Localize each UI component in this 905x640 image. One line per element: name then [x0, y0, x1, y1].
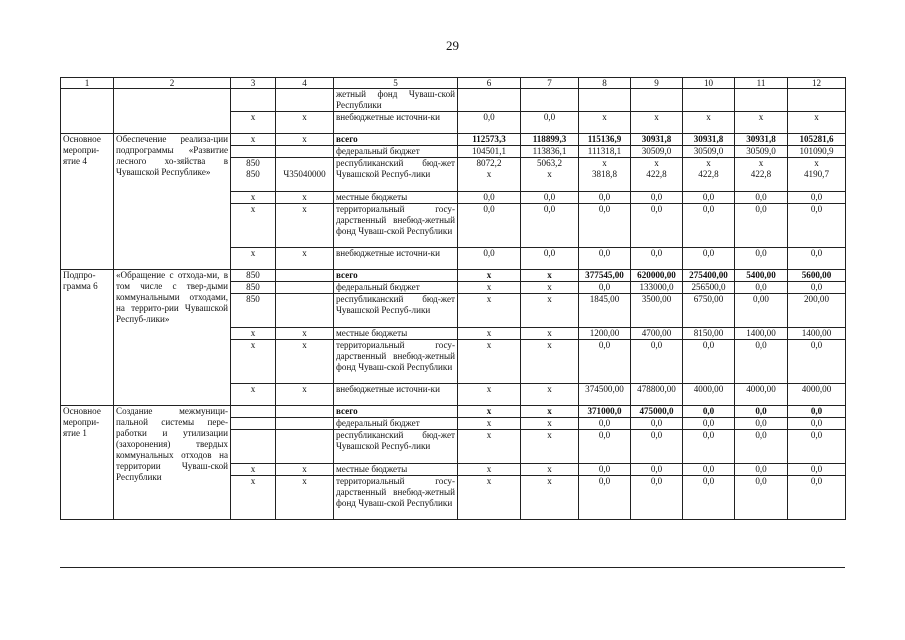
value-cell: 133000,0	[631, 282, 683, 294]
value-cell: 0,0	[521, 192, 579, 204]
value-cell: 101090,9	[788, 146, 846, 158]
code-cell: х	[231, 192, 276, 204]
header-cell: 1	[61, 78, 114, 89]
value-cell	[788, 89, 846, 112]
value-cell: 0,0	[458, 112, 521, 134]
code-cell: х	[231, 134, 276, 146]
value-cell: 0,0	[631, 340, 683, 384]
classifier-cell	[276, 146, 334, 158]
value-cell: х	[458, 430, 521, 464]
value-cell: 30931,8	[631, 134, 683, 146]
value-cell: 30931,8	[735, 134, 788, 146]
value-cell: 4000,00	[788, 384, 846, 406]
row-description-cell: Создание межмуници-пальной системы пере-работки и утилизации (захоронения) твердых коммунальных отходов на территории Чуваш-ской Республики	[114, 406, 231, 520]
value-cell: 371000,0	[579, 406, 631, 418]
value-cell: 0,0	[683, 418, 735, 430]
value-cell: 0,0	[458, 204, 521, 248]
code-cell: х	[231, 248, 276, 270]
value-cell: 0,0	[521, 204, 579, 248]
value-cell: х	[521, 384, 579, 406]
value-cell: 0,0	[521, 112, 579, 134]
funding-source-cell: внебюджетные источни-ки	[334, 384, 458, 406]
value-cell: 1400,00	[735, 328, 788, 340]
header-cell: 9	[631, 78, 683, 89]
value-cell: 0,0	[735, 464, 788, 476]
value-cell: х	[521, 430, 579, 464]
funding-source-cell: территориальный госу-дарственный внебюд-жетный фонд Чуваш-ской Республики	[334, 476, 458, 520]
value-cell: 30509,0	[735, 146, 788, 158]
value-cell: 0,0	[735, 282, 788, 294]
value-cell: 0,0	[788, 406, 846, 418]
funding-source-cell: всего	[334, 134, 458, 146]
page-number: 29	[446, 38, 459, 53]
value-cell: 4000,00	[683, 384, 735, 406]
value-cell: х	[458, 340, 521, 384]
code-cell: 850	[231, 294, 276, 328]
value-cell: 0,0	[683, 430, 735, 464]
header-cell: 7	[521, 78, 579, 89]
value-cell	[458, 89, 521, 112]
value-cell: 8072,2 х	[458, 158, 521, 192]
value-cell: 0,0	[579, 476, 631, 520]
value-cell: 4000,00	[735, 384, 788, 406]
code-cell	[231, 406, 276, 418]
funding-source-cell: федеральный бюджет	[334, 282, 458, 294]
funding-source-cell: местные бюджеты	[334, 328, 458, 340]
page-bottom-rule	[60, 567, 845, 568]
header-cell: 4	[276, 78, 334, 89]
classifier-cell	[276, 406, 334, 418]
value-cell: 4700,00	[631, 328, 683, 340]
value-cell: 620000,00	[631, 270, 683, 282]
value-cell: 0,0	[788, 204, 846, 248]
value-cell: х	[631, 112, 683, 134]
code-cell	[231, 418, 276, 430]
value-cell: 1845,00	[579, 294, 631, 328]
value-cell: 0,0	[735, 248, 788, 270]
value-cell: 0,0	[579, 418, 631, 430]
value-cell: 0,0	[735, 430, 788, 464]
value-cell: х	[458, 384, 521, 406]
classifier-cell: х	[276, 340, 334, 384]
classifier-cell: х	[276, 134, 334, 146]
value-cell: 0,0	[788, 418, 846, 430]
value-cell: 3500,00	[631, 294, 683, 328]
classifier-cell	[276, 270, 334, 282]
value-cell: х	[458, 406, 521, 418]
value-cell: х	[458, 282, 521, 294]
value-cell: 1200,00	[579, 328, 631, 340]
table-row	[61, 134, 846, 146]
value-cell	[735, 89, 788, 112]
value-cell: 200,00	[788, 294, 846, 328]
funding-source-cell: республиканский бюд-жет Чувашской Респуб-лики	[334, 430, 458, 464]
budget-table	[60, 77, 846, 520]
funding-source-cell: местные бюджеты	[334, 192, 458, 204]
value-cell: 30509,0	[683, 146, 735, 158]
header-cell: 3	[231, 78, 276, 89]
table-row	[61, 270, 846, 282]
row-label-cell	[61, 89, 114, 134]
value-cell: х	[579, 112, 631, 134]
value-cell: 0,0	[735, 340, 788, 384]
value-cell: х	[521, 270, 579, 282]
value-cell: 118899,3	[521, 134, 579, 146]
value-cell: х	[458, 328, 521, 340]
classifier-cell: х	[276, 328, 334, 340]
value-cell: 377545,00	[579, 270, 631, 282]
value-cell: х	[788, 112, 846, 134]
header-cell: 11	[735, 78, 788, 89]
value-cell: х	[458, 270, 521, 282]
value-cell: 5400,00	[735, 270, 788, 282]
row-description-cell: «Обращение с отхода-ми, в том числе с твер-дыми коммунальными отходами, на террито-рии Чувашской Респуб-лики»	[114, 270, 231, 406]
value-cell: 0,0	[631, 430, 683, 464]
value-cell: 0,0	[579, 204, 631, 248]
value-cell: 0,0	[788, 282, 846, 294]
header-cell: 5	[334, 78, 458, 89]
code-cell: х	[231, 464, 276, 476]
code-cell: х	[231, 384, 276, 406]
code-cell	[231, 146, 276, 158]
value-cell: 0,0	[579, 430, 631, 464]
classifier-cell	[276, 89, 334, 112]
value-cell: 0,0	[458, 248, 521, 270]
value-cell: 113836,1	[521, 146, 579, 158]
funding-source-cell: федеральный бюджет	[334, 418, 458, 430]
value-cell: 275400,00	[683, 270, 735, 282]
value-cell: 0,0	[683, 476, 735, 520]
value-cell: 111318,1	[579, 146, 631, 158]
value-cell: 0,0	[579, 340, 631, 384]
funding-source-cell: жетный фонд Чуваш-ской Республики	[334, 89, 458, 112]
value-cell: 30931,8	[683, 134, 735, 146]
value-cell: х	[458, 464, 521, 476]
code-cell	[231, 89, 276, 112]
classifier-cell: Ч35040000	[276, 158, 334, 192]
value-cell: 256500,0	[683, 282, 735, 294]
value-cell: 0,0	[458, 192, 521, 204]
header-cell: 2	[114, 78, 231, 89]
value-cell: 1400,00	[788, 328, 846, 340]
value-cell: 0,0	[683, 406, 735, 418]
value-cell: 0,0	[521, 248, 579, 270]
value-cell: 0,0	[788, 430, 846, 464]
classifier-cell: х	[276, 464, 334, 476]
value-cell: 5063,2 х	[521, 158, 579, 192]
code-cell: 850	[231, 282, 276, 294]
value-cell: 0,0	[631, 204, 683, 248]
value-cell	[579, 89, 631, 112]
classifier-cell	[276, 418, 334, 430]
value-cell: х 4190,7	[788, 158, 846, 192]
value-cell: 104501,1	[458, 146, 521, 158]
funding-source-cell: федеральный бюджет	[334, 146, 458, 158]
value-cell: 0,0	[683, 464, 735, 476]
value-cell: 0,0	[631, 464, 683, 476]
value-cell: 475000,0	[631, 406, 683, 418]
classifier-cell	[276, 430, 334, 464]
value-cell: 0,0	[683, 204, 735, 248]
value-cell: х	[735, 112, 788, 134]
value-cell: х 422,8	[683, 158, 735, 192]
value-cell: х 3818,8	[579, 158, 631, 192]
value-cell	[521, 89, 579, 112]
value-cell: 0,00	[735, 294, 788, 328]
row-description-cell	[114, 89, 231, 134]
value-cell: 0,0	[788, 192, 846, 204]
header-cell: 10	[683, 78, 735, 89]
classifier-cell: х	[276, 248, 334, 270]
value-cell: х	[521, 464, 579, 476]
classifier-cell: х	[276, 112, 334, 134]
value-cell: 0,0	[735, 476, 788, 520]
value-cell: х	[458, 418, 521, 430]
code-cell: х	[231, 340, 276, 384]
classifier-cell: х	[276, 476, 334, 520]
value-cell: 0,0	[579, 464, 631, 476]
funding-source-cell: территориальный госу-дарственный внебюд-жетный фонд Чуваш-ской Республики	[334, 204, 458, 248]
funding-source-cell: всего	[334, 406, 458, 418]
value-cell: х	[458, 294, 521, 328]
value-cell	[631, 89, 683, 112]
value-cell: 0,0	[788, 476, 846, 520]
value-cell: 0,0	[631, 192, 683, 204]
funding-source-cell: всего	[334, 270, 458, 282]
classifier-cell: х	[276, 192, 334, 204]
value-cell: 0,0	[683, 248, 735, 270]
value-cell: 0,0	[735, 204, 788, 248]
value-cell: 0,0	[735, 192, 788, 204]
value-cell: х	[458, 476, 521, 520]
value-cell: 0,0	[579, 248, 631, 270]
funding-source-cell: территориальный госу-дарственный внебюд-жетный фонд Чуваш-ской Республики	[334, 340, 458, 384]
funding-source-cell: внебюджетные источни-ки	[334, 248, 458, 270]
funding-source-cell: местные бюджеты	[334, 464, 458, 476]
classifier-cell	[276, 282, 334, 294]
value-cell: 0,0	[683, 340, 735, 384]
value-cell: х	[521, 328, 579, 340]
code-cell: х	[231, 328, 276, 340]
value-cell: 0,0	[788, 464, 846, 476]
value-cell: 8150,00	[683, 328, 735, 340]
value-cell: х	[521, 476, 579, 520]
value-cell: 0,0	[631, 418, 683, 430]
value-cell: 6750,00	[683, 294, 735, 328]
value-cell: 115136,9	[579, 134, 631, 146]
row-description-cell: Обеспечение реализа-ции подпрограммы «Развитие лесного хо-зяйства в Чувашской Республике»	[114, 134, 231, 270]
value-cell	[683, 89, 735, 112]
header-cell: 6	[458, 78, 521, 89]
value-cell: 0,0	[683, 192, 735, 204]
funding-source-cell: внебюджетные источни-ки	[334, 112, 458, 134]
table-row	[61, 89, 846, 112]
classifier-cell	[276, 294, 334, 328]
row-label-cell: Основное меропри-ятие 1	[61, 406, 114, 520]
value-cell: 374500,00	[579, 384, 631, 406]
code-cell: 850	[231, 270, 276, 282]
value-cell: 478800,00	[631, 384, 683, 406]
value-cell: 5600,00	[788, 270, 846, 282]
code-cell	[231, 430, 276, 464]
code-cell: х	[231, 204, 276, 248]
value-cell: 0,0	[788, 248, 846, 270]
row-label-cell: Подпро-грамма 6	[61, 270, 114, 406]
value-cell: 0,0	[631, 248, 683, 270]
value-cell: 30509,0	[631, 146, 683, 158]
funding-source-cell: республиканский бюд-жет Чувашской Респуб-лики	[334, 158, 458, 192]
value-cell: х	[521, 282, 579, 294]
code-cell: 850 850	[231, 158, 276, 192]
code-cell: х	[231, 476, 276, 520]
table-row	[61, 406, 846, 418]
value-cell: 0,0	[788, 340, 846, 384]
value-cell: х	[521, 418, 579, 430]
value-cell: х	[521, 340, 579, 384]
value-cell: 112573,3	[458, 134, 521, 146]
code-cell: х	[231, 112, 276, 134]
header-cell: 8	[579, 78, 631, 89]
header-row	[61, 78, 846, 89]
value-cell: 0,0	[579, 192, 631, 204]
funding-source-cell: республиканский бюд-жет Чувашской Респуб-лики	[334, 294, 458, 328]
value-cell: х 422,8	[735, 158, 788, 192]
value-cell: х	[521, 406, 579, 418]
classifier-cell: х	[276, 384, 334, 406]
header-cell: 12	[788, 78, 846, 89]
classifier-cell: х	[276, 204, 334, 248]
value-cell: 0,0	[579, 282, 631, 294]
row-label-cell: Основное меропри-ятие 4	[61, 134, 114, 270]
value-cell: х	[521, 294, 579, 328]
value-cell: 0,0	[735, 406, 788, 418]
value-cell: х 422,8	[631, 158, 683, 192]
value-cell: 0,0	[631, 476, 683, 520]
value-cell: 0,0	[735, 418, 788, 430]
value-cell: х	[683, 112, 735, 134]
value-cell: 105281,6	[788, 134, 846, 146]
